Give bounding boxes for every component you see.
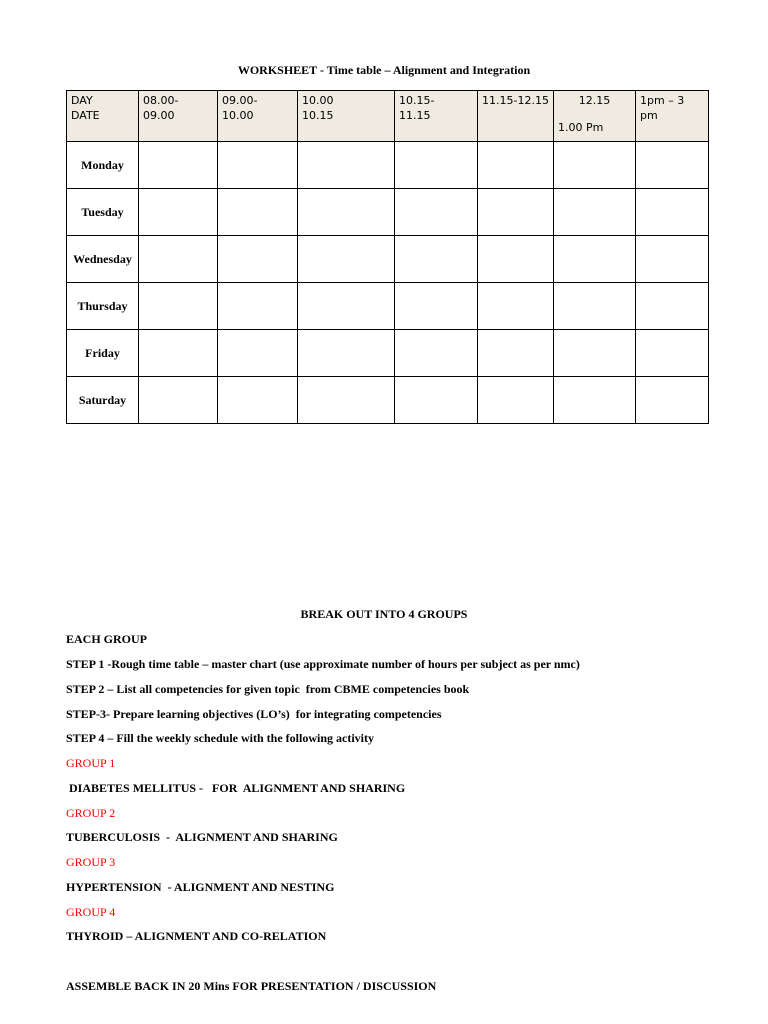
schedule-cell — [218, 377, 298, 424]
closing-note: ASSEMBLE BACK IN 20 Mins FOR PRESENTATION / DISCUSSION — [66, 979, 437, 993]
header-cell-1215: 12.15 1.00 Pm — [554, 91, 636, 142]
schedule-cell — [395, 377, 478, 424]
schedule-cell — [554, 330, 636, 377]
step-3: STEP-3- Prepare learning objectives (LO’s) for integrating competencies — [66, 707, 442, 721]
schedule-cell — [636, 189, 709, 236]
schedule-cell — [298, 236, 395, 283]
day-row-wednesday — [67, 236, 709, 283]
group-3-label: GROUP 3 — [66, 855, 116, 869]
schedule-cell — [554, 377, 636, 424]
schedule-cell — [395, 283, 478, 330]
step-2: STEP 2 – List all competencies for given topic from CBME competencies book — [66, 682, 470, 696]
header-row — [67, 91, 709, 142]
schedule-cell — [218, 142, 298, 189]
header-cell-0800: 08.00- 09.00 — [139, 91, 218, 142]
schedule-cell — [218, 189, 298, 236]
schedule-cell — [139, 236, 218, 283]
schedule-cell — [298, 283, 395, 330]
day-row-tuesday — [67, 189, 709, 236]
group-1-topic: DIABETES MELLITUS - FOR ALIGNMENT AND SHARING — [66, 781, 406, 795]
day-label: Thursday — [67, 283, 139, 330]
header-cell-1115: 11.15-12.15 — [478, 91, 554, 142]
timetable — [66, 90, 709, 424]
schedule-cell — [395, 189, 478, 236]
day-label: Monday — [67, 142, 139, 189]
schedule-cell — [636, 330, 709, 377]
schedule-cell — [139, 377, 218, 424]
day-label: Saturday — [67, 377, 139, 424]
schedule-cell — [636, 236, 709, 283]
schedule-cell — [395, 142, 478, 189]
schedule-cell — [298, 189, 395, 236]
schedule-cell — [218, 330, 298, 377]
schedule-cell — [478, 283, 554, 330]
group-4-topic: THYROID – ALIGNMENT AND CO-RELATION — [66, 929, 327, 943]
schedule-cell — [139, 189, 218, 236]
schedule-cell — [395, 330, 478, 377]
header-cell-1pm: 1pm – 3 pm — [636, 91, 709, 142]
header-cell-1000: 10.00 10.15 — [298, 91, 395, 142]
day-row-thursday — [67, 283, 709, 330]
group-1-label: GROUP 1 — [66, 756, 116, 770]
schedule-cell — [636, 377, 709, 424]
schedule-cell — [554, 189, 636, 236]
schedule-cell — [218, 283, 298, 330]
day-row-saturday — [67, 377, 709, 424]
group-2-topic: TUBERCULOSIS - ALIGNMENT AND SHARING — [66, 830, 338, 844]
schedule-cell — [478, 189, 554, 236]
schedule-cell — [554, 283, 636, 330]
schedule-cell — [218, 236, 298, 283]
step-4: STEP 4 – Fill the weekly schedule with the following activity — [66, 731, 374, 745]
schedule-cell — [478, 236, 554, 283]
schedule-cell — [139, 330, 218, 377]
schedule-cell — [395, 236, 478, 283]
schedule-cell — [298, 142, 395, 189]
day-label: Tuesday — [67, 189, 139, 236]
header-cell-1015: 10.15- 11.15 — [395, 91, 478, 142]
schedule-cell — [554, 236, 636, 283]
day-row-monday — [67, 142, 709, 189]
day-label: Wednesday — [67, 236, 139, 283]
each-group-label: EACH GROUP — [66, 632, 147, 646]
schedule-cell — [478, 330, 554, 377]
schedule-cell — [298, 330, 395, 377]
day-row-friday — [67, 330, 709, 377]
schedule-cell — [139, 142, 218, 189]
header-cell-day: DAY DATE — [67, 91, 139, 142]
group-3-topic: HYPERTENSION - ALIGNMENT AND NESTING — [66, 880, 335, 894]
schedule-cell — [554, 142, 636, 189]
schedule-cell — [478, 142, 554, 189]
step-1: STEP 1 -Rough time table – master chart (use approximate number of hours per subject as per nmc) — [66, 657, 580, 671]
schedule-cell — [298, 377, 395, 424]
group-2-label: GROUP 2 — [66, 806, 116, 820]
schedule-cell — [139, 283, 218, 330]
breakout-heading: BREAK OUT INTO 4 GROUPS — [300, 607, 468, 621]
schedule-cell — [636, 283, 709, 330]
schedule-cell — [636, 142, 709, 189]
worksheet-title: WORKSHEET - Time table – Alignment and Integration — [237, 63, 531, 77]
schedule-cell — [478, 377, 554, 424]
day-label: Friday — [67, 330, 139, 377]
header-cell-0900: 09.00- 10.00 — [218, 91, 298, 142]
group-4-label: GROUP 4 — [66, 905, 116, 919]
